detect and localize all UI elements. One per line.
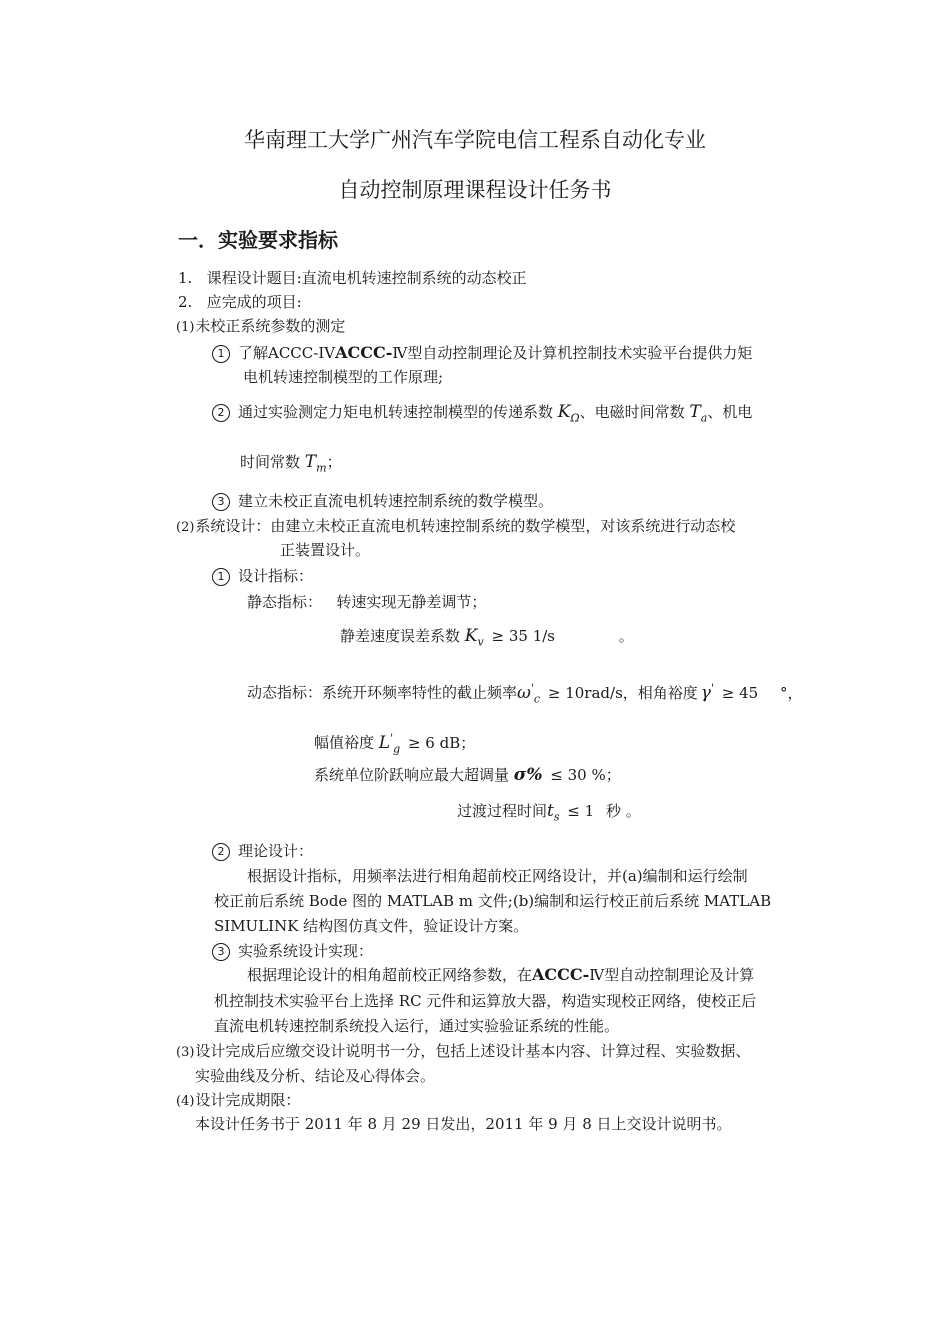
item-2 — [178, 292, 302, 312]
impl-text-a: 根据理论设计的相角超前校正网络参数，在 — [247, 966, 533, 984]
settling-time — [457, 801, 641, 827]
dyn-text: 动态指标：系统开环频率特性的截止频率 — [247, 683, 518, 702]
part-3 — [176, 1041, 750, 1063]
math-ts: $t_s$ — [547, 801, 560, 824]
kv-end: 。 — [618, 627, 634, 645]
part-4 — [176, 1090, 300, 1112]
step-text-end: ； — [326, 453, 342, 471]
impl-text-b: Ⅳ型自动控制理论及计算 — [589, 966, 755, 984]
math-lg: $L'_g$ — [378, 731, 401, 756]
item-number: 2. — [178, 293, 193, 311]
impl-body-line-1 — [247, 965, 754, 985]
step-text: 了解ACCC-IV — [238, 344, 336, 362]
step-text: 设计指标： — [238, 567, 314, 585]
kv-value: ≥ 35 1/s — [491, 627, 555, 645]
item-text: 课程设计题目:直流电机转速控制系统的动态校正 — [206, 269, 527, 287]
part-1-step-1 — [212, 343, 752, 363]
math-ta: $T_a$ — [689, 402, 708, 425]
step-text-b: 、电磁时间常数 — [579, 403, 685, 421]
step-text-c: 、机电 — [707, 403, 753, 421]
theory-body-line-2: 校正前后系统 Bode 图的 MATLAB m 文件;(b)编制和运行校正前后系统 MATLAB — [214, 892, 772, 910]
item-1 — [178, 268, 527, 288]
circled-number-icon: 2 — [212, 404, 230, 422]
dyn-value-a: ≥ 10rad/s，相角裕度 — [547, 683, 698, 702]
static-label: 静态指标： — [247, 593, 323, 611]
ts-text: 过渡过程时间 — [457, 802, 548, 820]
part-4-cont: 本设计任务书于 2011 年 8 月 29 日发出，2011 年 9 月 8 日上交设计说明书。 — [195, 1115, 732, 1133]
part-marker: (2) — [176, 520, 195, 535]
part-marker: (3) — [176, 1045, 195, 1060]
math-gamma: γ' — [700, 681, 714, 703]
part-2-step-2 — [212, 841, 313, 861]
part-3-cont: 实验曲线及分析、结论及心得体会。 — [195, 1067, 436, 1085]
step-text-cont: Ⅳ型自动控制理论及计算机控制技术实验平台提供力矩 — [392, 344, 753, 362]
part-text: 未校正系统参数的测定 — [195, 317, 346, 335]
item-text: 应完成的项目: — [206, 293, 302, 311]
part-1-heading — [176, 316, 345, 338]
part-marker: (1) — [176, 320, 195, 335]
step-text: 理论设计： — [238, 842, 314, 860]
part-2-step-1 — [212, 566, 313, 586]
static-index — [247, 592, 486, 612]
document-subtitle: 自动控制原理课程设计任务书 — [338, 178, 612, 202]
circled-number-icon: 2 — [212, 843, 230, 861]
step-text: 通过实验测定力矩电机转速控制模型的传递系数 — [238, 403, 554, 421]
part-1-step-3 — [212, 491, 553, 511]
impl-body-line-2: 机控制技术实验平台上选择 RC 元件和运算放大器，构造实现校正网络，使校正后 — [214, 992, 757, 1010]
part-1-step-1-cont: 电机转速控制模型的工作原理; — [243, 368, 444, 386]
part-text: 设计完成期限： — [195, 1091, 301, 1109]
overshoot — [314, 765, 624, 785]
dyn-end: °， — [779, 683, 803, 702]
over-text: 系统单位阶跃响应最大超调量 — [314, 766, 510, 784]
theory-body-line-3: SIMULINK 结构图仿真文件，验证设计方案。 — [214, 917, 529, 935]
bold-model-name: ACCC- — [532, 965, 590, 984]
step-text: 建立未校正直流电机转速控制系统的数学模型。 — [238, 492, 554, 510]
ts-value: ≤ 1 — [567, 802, 595, 820]
math-kv: $K_v$ — [464, 626, 484, 649]
part-1-step-2 — [212, 402, 752, 428]
circled-number-icon: 1 — [212, 568, 230, 586]
step-text: 时间常数 — [240, 453, 301, 471]
document-title: 华南理工大学广州汽车学院电信工程系自动化专业 — [244, 128, 706, 152]
gain-value: ≥ 6 dB； — [407, 733, 476, 752]
over-value: ≤ 30 %； — [550, 766, 621, 784]
part-text: 系统设计：由建立未校正直流电机转速控制系统的数学模型，对该系统进行动态校 — [195, 517, 736, 535]
circled-number-icon: 3 — [212, 493, 230, 511]
circled-number-icon: 3 — [212, 943, 230, 961]
part-2-heading — [176, 516, 735, 538]
bold-model-name: ACCC- — [335, 343, 393, 362]
item-number: 1. — [178, 269, 193, 287]
gain-text: 幅值裕度 — [314, 733, 375, 752]
part-2-step-3 — [212, 941, 373, 961]
dynamic-index — [247, 678, 803, 709]
section-heading: 一．实验要求指标 — [178, 228, 338, 252]
gain-margin — [314, 728, 478, 759]
theory-body-line-1: 根据设计指标，用频率法进行相角超前校正网络设计，并(a)编制和运行绘制 — [247, 867, 748, 885]
dyn-value-b: ≥ 45 — [721, 683, 759, 702]
circled-number-icon: 1 — [212, 345, 230, 363]
math-sigma: σ% — [513, 765, 543, 785]
math-k-omega: $K_\Omega$ — [557, 402, 580, 425]
part-2-heading-cont: 正装置设计。 — [280, 541, 371, 559]
math-tm: $T_m$ — [304, 452, 327, 475]
step-text: 实验系统设计实现： — [238, 942, 374, 960]
static-text: 转速实现无静差调节； — [336, 593, 487, 611]
part-1-step-2-cont — [240, 452, 342, 478]
kv-text: 静差速度误差系数 — [340, 627, 461, 645]
impl-body-line-3: 直流电机转速控制系统投入运行，通过实验验证系统的性能。 — [214, 1017, 620, 1035]
part-marker: (4) — [176, 1094, 195, 1109]
part-text: 设计完成后应缴交设计说明书一分，包括上述设计基本内容、计算过程、实验数据、 — [195, 1042, 751, 1060]
math-omega-c: $\omega'_c$ — [517, 681, 541, 706]
ts-end: 秒 。 — [605, 802, 641, 820]
velocity-error-coefficient — [340, 626, 634, 652]
